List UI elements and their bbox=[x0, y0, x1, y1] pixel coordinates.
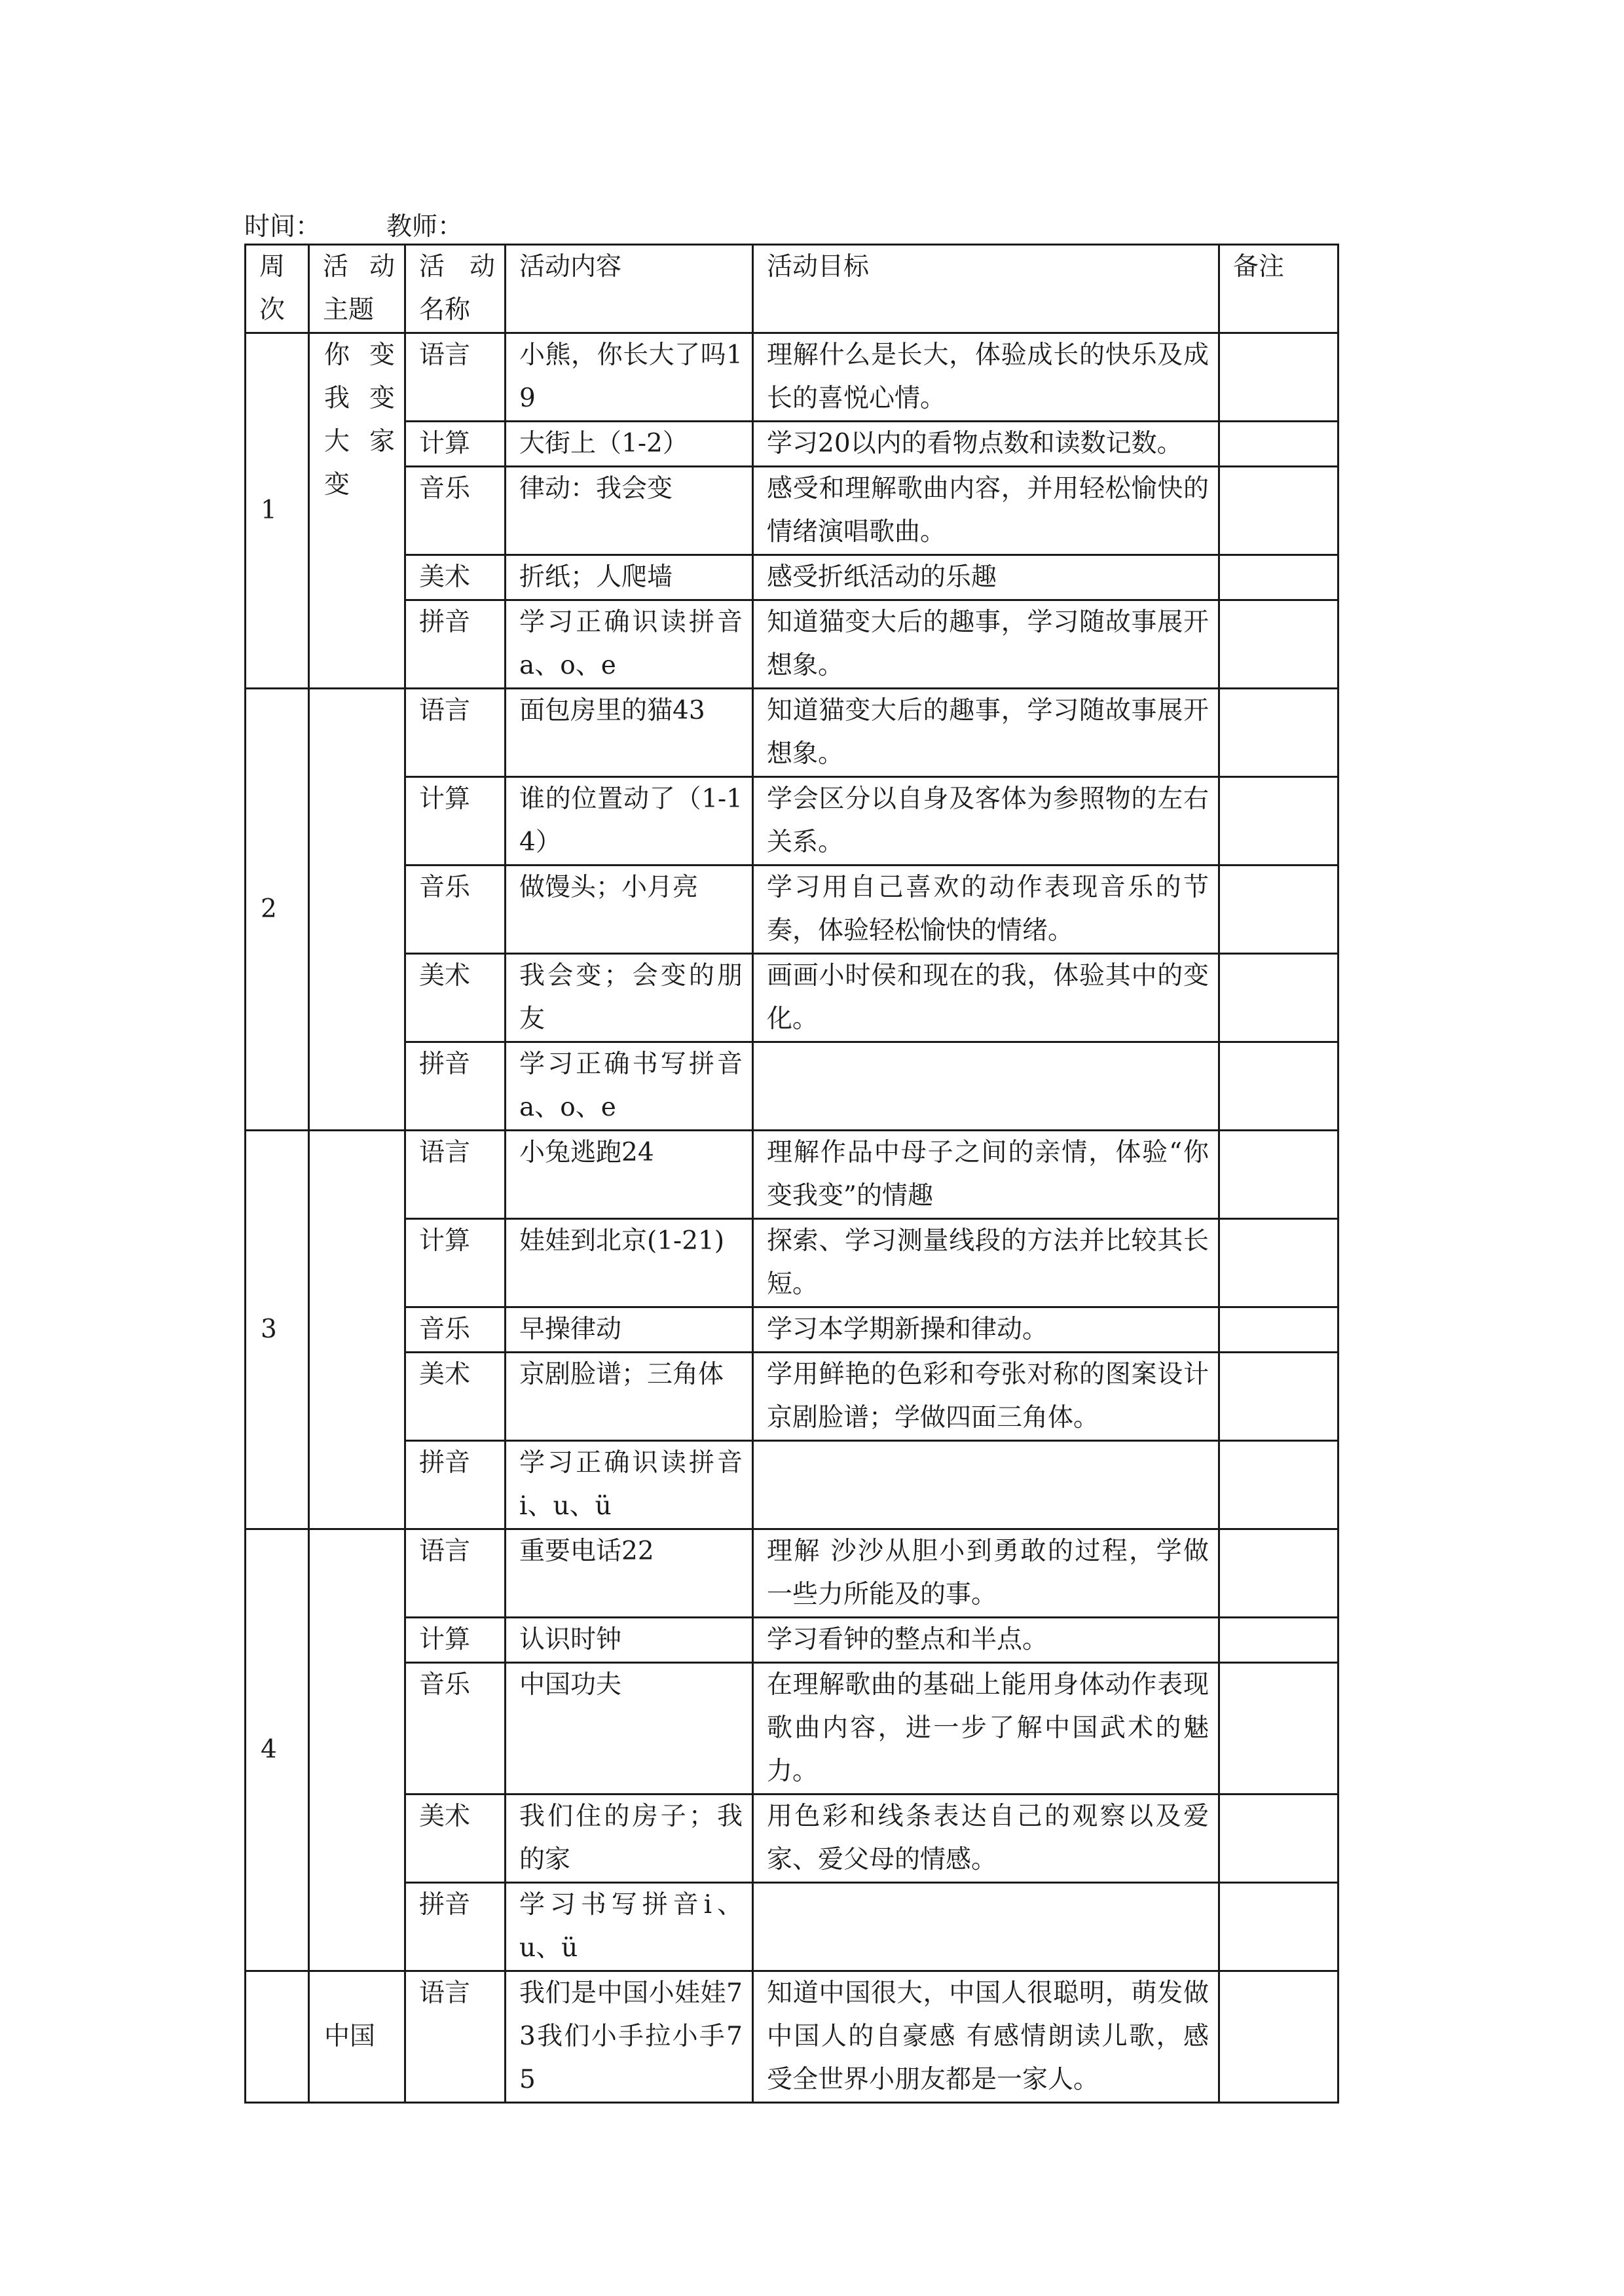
activity-content: 学习书写拼音i、u、ü bbox=[506, 1883, 753, 1971]
notes-cell bbox=[1219, 333, 1338, 422]
activity-goal bbox=[753, 1042, 1219, 1131]
activity-content: 做馒头；小月亮 bbox=[506, 866, 753, 954]
activity-theme bbox=[309, 1529, 405, 1971]
activity-goal: 理解什么是长大，体验成长的快乐及成长的喜悦心情。 bbox=[753, 333, 1219, 422]
activity-name: 美术 bbox=[405, 1795, 506, 1883]
activity-content: 折纸；人爬墙 bbox=[506, 555, 753, 600]
notes-cell bbox=[1219, 1219, 1338, 1307]
activity-content: 京剧脸谱；三角体 bbox=[506, 1353, 753, 1441]
activity-goal: 学用鲜艳的色彩和夸张对称的图案设计京剧脸谱；学做四面三角体。 bbox=[753, 1353, 1219, 1441]
table-row bbox=[246, 1663, 1338, 1795]
activity-content: 我们住的房子；我的家 bbox=[506, 1795, 753, 1883]
table-row bbox=[246, 1353, 1338, 1441]
table-row bbox=[246, 1971, 1338, 2103]
column-header-theme: 活动主题 bbox=[309, 245, 405, 333]
table-row bbox=[246, 689, 1338, 777]
activity-goal: 理解作品中母子之间的亲情，体验“你变我变”的情趣 bbox=[753, 1131, 1219, 1219]
activity-name: 语言 bbox=[405, 333, 506, 422]
table-row bbox=[246, 1795, 1338, 1883]
activity-theme: 中国 bbox=[309, 1971, 405, 2103]
document-header bbox=[244, 211, 463, 244]
activity-name: 拼音 bbox=[405, 1441, 506, 1529]
table-row bbox=[246, 1618, 1338, 1663]
activity-content: 我们是中国小娃娃73我们小手拉小手75 bbox=[506, 1971, 753, 2103]
week-number: 3 bbox=[246, 1131, 309, 1529]
activity-goal: 感受和理解歌曲内容，并用轻松愉快的情绪演唱歌曲。 bbox=[753, 467, 1219, 555]
activity-name: 语言 bbox=[405, 1131, 506, 1219]
notes-cell bbox=[1219, 1663, 1338, 1795]
activity-name: 音乐 bbox=[405, 467, 506, 555]
activity-content: 小熊，你长大了吗19 bbox=[506, 333, 753, 422]
activity-goal: 知道猫变大后的趣事，学习随故事展开想象。 bbox=[753, 600, 1219, 689]
table-header-row bbox=[246, 245, 1338, 333]
activity-name: 音乐 bbox=[405, 866, 506, 954]
notes-cell bbox=[1219, 600, 1338, 689]
notes-cell bbox=[1219, 1441, 1338, 1529]
activity-content: 大街上（1-2） bbox=[506, 422, 753, 467]
activity-name: 计算 bbox=[405, 1219, 506, 1307]
notes-cell bbox=[1219, 1618, 1338, 1663]
activity-content: 面包房里的猫43 bbox=[506, 689, 753, 777]
week-number: 1 bbox=[246, 333, 309, 689]
activity-name: 语言 bbox=[405, 689, 506, 777]
notes-cell bbox=[1219, 1971, 1338, 2103]
table-row bbox=[246, 333, 1338, 422]
activity-goal: 知道中国很大，中国人很聪明，萌发做中国人的自豪感 有感情朗读儿歌，感受全世界小朋友都是一家人。 bbox=[753, 1971, 1219, 2103]
activity-name: 语言 bbox=[405, 1971, 506, 2103]
table-row bbox=[246, 866, 1338, 954]
activity-goal: 感受折纸活动的乐趣 bbox=[753, 555, 1219, 600]
notes-cell bbox=[1219, 1883, 1338, 1971]
activity-goal: 探索、学习测量线段的方法并比较其长短。 bbox=[753, 1219, 1219, 1307]
activity-name: 拼音 bbox=[405, 1883, 506, 1971]
activity-content: 早操律动 bbox=[506, 1307, 753, 1353]
activity-content: 谁的位置动了（1-14） bbox=[506, 777, 753, 866]
activity-goal: 理解 沙沙从胆小到勇敢的过程，学做一些力所能及的事。 bbox=[753, 1529, 1219, 1618]
activity-goal: 用色彩和线条表达自己的观察以及爱家、爱父母的情感。 bbox=[753, 1795, 1219, 1883]
table-row bbox=[246, 777, 1338, 866]
table-row bbox=[246, 1219, 1338, 1307]
notes-cell bbox=[1219, 777, 1338, 866]
notes-cell bbox=[1219, 1307, 1338, 1353]
activity-name: 语言 bbox=[405, 1529, 506, 1618]
activity-theme: 你变我变大家变 bbox=[309, 333, 405, 689]
activity-name: 美术 bbox=[405, 954, 506, 1042]
activity-goal: 学习看钟的整点和半点。 bbox=[753, 1618, 1219, 1663]
activity-name: 音乐 bbox=[405, 1663, 506, 1795]
activity-goal: 学习本学期新操和律动。 bbox=[753, 1307, 1219, 1353]
notes-cell bbox=[1219, 1353, 1338, 1441]
activity-content: 我会变；会变的朋友 bbox=[506, 954, 753, 1042]
activity-goal: 知道猫变大后的趣事，学习随故事展开想象。 bbox=[753, 689, 1219, 777]
notes-cell bbox=[1219, 1795, 1338, 1883]
table-row bbox=[246, 422, 1338, 467]
activity-goal bbox=[753, 1441, 1219, 1529]
notes-cell bbox=[1219, 1529, 1338, 1618]
activity-content: 学习正确识读拼音a、o、e bbox=[506, 600, 753, 689]
activity-goal: 学习用自己喜欢的动作表现音乐的节奏，体验轻松愉快的情绪。 bbox=[753, 866, 1219, 954]
table-row bbox=[246, 600, 1338, 689]
table-row bbox=[246, 1883, 1338, 1971]
table-row bbox=[246, 555, 1338, 600]
activity-content: 中国功夫 bbox=[506, 1663, 753, 1795]
table-row bbox=[246, 467, 1338, 555]
activity-name: 拼音 bbox=[405, 600, 506, 689]
notes-cell bbox=[1219, 954, 1338, 1042]
activity-name: 美术 bbox=[405, 1353, 506, 1441]
column-header-week: 周次 bbox=[246, 245, 309, 333]
column-header-goal: 活动目标 bbox=[753, 245, 1219, 333]
activity-content: 小兔逃跑24 bbox=[506, 1131, 753, 1219]
column-header-notes: 备注 bbox=[1219, 245, 1338, 333]
activity-content: 重要电话22 bbox=[506, 1529, 753, 1618]
column-header-content: 活动内容 bbox=[506, 245, 753, 333]
column-header-name: 活动名称 bbox=[405, 245, 506, 333]
activity-content: 娃娃到北京(1-21) bbox=[506, 1219, 753, 1307]
activity-content: 认识时钟 bbox=[506, 1618, 753, 1663]
notes-cell bbox=[1219, 689, 1338, 777]
activity-goal: 学习20以内的看物点数和读数记数。 bbox=[753, 422, 1219, 467]
table-row bbox=[246, 1042, 1338, 1131]
table-row bbox=[246, 954, 1338, 1042]
activity-goal bbox=[753, 1883, 1219, 1971]
activity-plan-table bbox=[244, 244, 1339, 2104]
activity-name: 计算 bbox=[405, 1618, 506, 1663]
notes-cell bbox=[1219, 866, 1338, 954]
activity-name: 音乐 bbox=[405, 1307, 506, 1353]
week-number: 4 bbox=[246, 1529, 309, 1971]
table-row bbox=[246, 1441, 1338, 1529]
table-row bbox=[246, 1131, 1338, 1219]
notes-cell bbox=[1219, 555, 1338, 600]
time-label: 时间： bbox=[244, 212, 322, 242]
activity-theme bbox=[309, 1131, 405, 1529]
activity-content: 学习正确书写拼音a、o、e bbox=[506, 1042, 753, 1131]
table-row bbox=[246, 1529, 1338, 1618]
activity-name: 计算 bbox=[405, 422, 506, 467]
activity-name: 拼音 bbox=[405, 1042, 506, 1131]
notes-cell bbox=[1219, 422, 1338, 467]
activity-theme bbox=[309, 689, 405, 1131]
activity-goal: 在理解歌曲的基础上能用身体动作表现歌曲内容，进一步了解中国武术的魅力。 bbox=[753, 1663, 1219, 1795]
notes-cell bbox=[1219, 1042, 1338, 1131]
notes-cell bbox=[1219, 1131, 1338, 1219]
activity-name: 美术 bbox=[405, 555, 506, 600]
notes-cell bbox=[1219, 467, 1338, 555]
teacher-label: 教师： bbox=[386, 212, 464, 242]
activity-content: 学习正确识读拼音i、u、ü bbox=[506, 1441, 753, 1529]
activity-goal: 学会区分以自身及客体为参照物的左右关系。 bbox=[753, 777, 1219, 866]
activity-name: 计算 bbox=[405, 777, 506, 866]
week-number: 2 bbox=[246, 689, 309, 1131]
activity-goal: 画画小时侯和现在的我，体验其中的变化。 bbox=[753, 954, 1219, 1042]
table-row bbox=[246, 1307, 1338, 1353]
activity-content: 律动：我会变 bbox=[506, 467, 753, 555]
week-number bbox=[246, 1971, 309, 2103]
